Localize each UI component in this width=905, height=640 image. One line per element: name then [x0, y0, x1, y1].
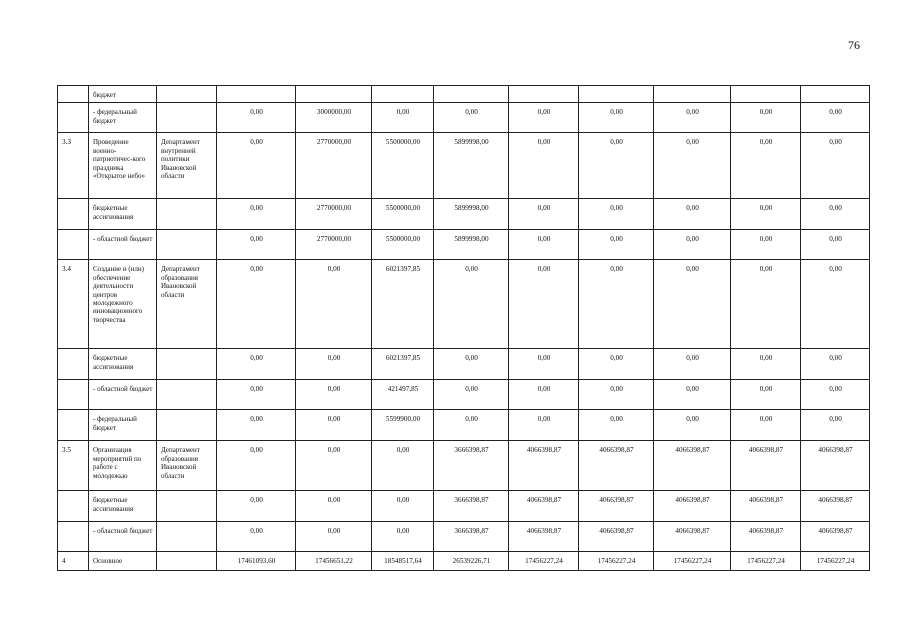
- cell-value-9: [801, 86, 870, 103]
- cell-value-4: 0,00: [434, 260, 509, 349]
- cell-value-6: 0,00: [579, 199, 654, 230]
- cell-item: Создание и (или) обеспечение деятельности центров молодежного инновационного творчества: [89, 260, 157, 349]
- cell-item: Основное: [89, 552, 157, 571]
- cell-value-2: 0,00: [296, 260, 372, 349]
- cell-value-8: 17456227,24: [731, 552, 801, 571]
- cell-value-3: 5500000,00: [372, 133, 434, 199]
- cell-value-3: 0,00: [372, 441, 434, 491]
- cell-value-1: 0,00: [217, 230, 296, 260]
- table-row: [58, 441, 870, 491]
- cell-number: [58, 380, 89, 410]
- cell-item: - областной бюджет: [89, 522, 157, 552]
- cell-value-6: 4066398,87: [579, 522, 654, 552]
- cell-item: - федеральный бюджет: [89, 103, 157, 133]
- cell-value-3: 421497,85: [372, 380, 434, 410]
- cell-responsible: [157, 380, 217, 410]
- cell-value-8: 0,00: [731, 349, 801, 380]
- cell-value-2: 0,00: [296, 441, 372, 491]
- cell-number: [58, 86, 89, 103]
- cell-value-9: 0,00: [801, 260, 870, 349]
- cell-value-1: 0,00: [217, 349, 296, 380]
- cell-value-6: 0,00: [579, 349, 654, 380]
- cell-value-3: 0,00: [372, 491, 434, 522]
- cell-number: [58, 349, 89, 380]
- cell-responsible: [157, 199, 217, 230]
- cell-value-4: 3666398,87: [434, 491, 509, 522]
- cell-value-5: 17456227,24: [509, 552, 579, 571]
- page-number: 76: [848, 38, 860, 52]
- cell-item: Организация мероприятий по работе с молодежью: [89, 441, 157, 491]
- cell-responsible: [157, 410, 217, 441]
- cell-value-9: 4066398,87: [801, 491, 870, 522]
- cell-responsible: [157, 230, 217, 260]
- cell-value-4: 5899998,00: [434, 199, 509, 230]
- cell-value-4: 0,00: [434, 380, 509, 410]
- cell-value-2: 0,00: [296, 349, 372, 380]
- cell-value-4: 3666398,87: [434, 522, 509, 552]
- cell-value-5: 4066398,87: [509, 491, 579, 522]
- cell-value-7: 0,00: [654, 230, 731, 260]
- cell-value-2: 3000000,00: [296, 103, 372, 133]
- table-row: [58, 491, 870, 522]
- cell-value-6: 0,00: [579, 260, 654, 349]
- cell-value-7: 17456227,24: [654, 552, 731, 571]
- cell-number: [58, 491, 89, 522]
- cell-value-1: [217, 86, 296, 103]
- cell-value-6: 0,00: [579, 103, 654, 133]
- cell-value-7: 0,00: [654, 380, 731, 410]
- cell-value-1: 0,00: [217, 133, 296, 199]
- cell-value-2: 0,00: [296, 380, 372, 410]
- cell-value-1: 0,00: [217, 410, 296, 441]
- cell-value-4: 3666398,87: [434, 441, 509, 491]
- cell-responsible: Департамент внутренней политики Ивановской области: [157, 133, 217, 199]
- cell-number: 4: [58, 552, 89, 571]
- cell-value-6: [579, 86, 654, 103]
- cell-value-3: 6021397,85: [372, 349, 434, 380]
- cell-responsible: [157, 522, 217, 552]
- cell-value-6: 0,00: [579, 380, 654, 410]
- cell-value-5: 0,00: [509, 260, 579, 349]
- cell-value-2: 0,00: [296, 410, 372, 441]
- table-row: [58, 86, 870, 103]
- cell-number: [58, 199, 89, 230]
- cell-value-5: 0,00: [509, 103, 579, 133]
- table-row: [58, 199, 870, 230]
- cell-value-8: [731, 86, 801, 103]
- cell-value-9: 0,00: [801, 133, 870, 199]
- cell-value-4: [434, 86, 509, 103]
- cell-value-3: 5500000,00: [372, 230, 434, 260]
- cell-value-6: 0,00: [579, 133, 654, 199]
- cell-responsible: Департамент образования Ивановской области: [157, 441, 217, 491]
- cell-value-3: 6021397,85: [372, 260, 434, 349]
- cell-value-3: [372, 86, 434, 103]
- cell-value-5: 0,00: [509, 133, 579, 199]
- cell-value-5: 0,00: [509, 199, 579, 230]
- cell-responsible: [157, 86, 217, 103]
- cell-value-7: 0,00: [654, 410, 731, 441]
- cell-value-9: 4066398,87: [801, 522, 870, 552]
- cell-item: - федеральный бюджет: [89, 410, 157, 441]
- cell-value-2: 2770000,00: [296, 230, 372, 260]
- cell-value-1: 0,00: [217, 491, 296, 522]
- cell-value-8: 0,00: [731, 410, 801, 441]
- cell-number: [58, 410, 89, 441]
- table-row: [58, 349, 870, 380]
- cell-value-4: 5899998,00: [434, 230, 509, 260]
- cell-value-3: 0,00: [372, 522, 434, 552]
- cell-responsible: [157, 349, 217, 380]
- cell-item: бюджетные ассигнования: [89, 199, 157, 230]
- cell-value-4: 26539226,71: [434, 552, 509, 571]
- cell-value-1: 0,00: [217, 380, 296, 410]
- cell-item: Проведение военно-патриотичес-кого праздника «Открытое небо»: [89, 133, 157, 199]
- table-row: [58, 230, 870, 260]
- cell-value-2: 2770000,00: [296, 199, 372, 230]
- cell-responsible: [157, 103, 217, 133]
- cell-value-3: 18548517,64: [372, 552, 434, 571]
- cell-number: [58, 103, 89, 133]
- table-row: [58, 410, 870, 441]
- cell-number: 3.3: [58, 133, 89, 199]
- cell-responsible: [157, 491, 217, 522]
- cell-value-9: 0,00: [801, 103, 870, 133]
- cell-value-2: 2770000,00: [296, 133, 372, 199]
- cell-item: - областной бюджет: [89, 380, 157, 410]
- cell-value-9: 0,00: [801, 199, 870, 230]
- cell-value-3: 5500000,00: [372, 199, 434, 230]
- cell-responsible: [157, 552, 217, 571]
- cell-value-5: 4066398,87: [509, 441, 579, 491]
- cell-value-7: 4066398,87: [654, 522, 731, 552]
- cell-item: бюджет: [89, 86, 157, 103]
- cell-value-4: 0,00: [434, 103, 509, 133]
- cell-value-9: 17456227,24: [801, 552, 870, 571]
- cell-value-9: 4066398,87: [801, 441, 870, 491]
- cell-value-9: 0,00: [801, 410, 870, 441]
- cell-value-8: 0,00: [731, 133, 801, 199]
- cell-value-5: 0,00: [509, 380, 579, 410]
- cell-value-6: 0,00: [579, 410, 654, 441]
- cell-item: бюджетные ассигнования: [89, 491, 157, 522]
- cell-number: [58, 230, 89, 260]
- cell-value-8: 0,00: [731, 260, 801, 349]
- cell-value-2: [296, 86, 372, 103]
- cell-value-5: [509, 86, 579, 103]
- cell-value-5: 4066398,87: [509, 522, 579, 552]
- cell-value-4: 0,00: [434, 410, 509, 441]
- table-row: [58, 260, 870, 349]
- cell-value-8: 4066398,87: [731, 441, 801, 491]
- cell-value-3: 5599900,00: [372, 410, 434, 441]
- cell-value-1: 0,00: [217, 260, 296, 349]
- cell-value-7: 4066398,87: [654, 441, 731, 491]
- table-row: [58, 522, 870, 552]
- table-row: [58, 103, 870, 133]
- cell-value-8: 4066398,87: [731, 491, 801, 522]
- cell-value-7: 4066398,87: [654, 491, 731, 522]
- cell-value-5: 0,00: [509, 349, 579, 380]
- table-row: [58, 133, 870, 199]
- cell-value-8: 4066398,87: [731, 522, 801, 552]
- cell-number: [58, 522, 89, 552]
- table-row: [58, 380, 870, 410]
- cell-value-7: [654, 86, 731, 103]
- cell-value-5: 0,00: [509, 230, 579, 260]
- cell-value-8: 0,00: [731, 199, 801, 230]
- budget-table: [57, 85, 870, 571]
- cell-value-4: 5899998,00: [434, 133, 509, 199]
- cell-value-7: 0,00: [654, 199, 731, 230]
- cell-value-7: 0,00: [654, 133, 731, 199]
- cell-value-9: 0,00: [801, 230, 870, 260]
- cell-value-6: 4066398,87: [579, 491, 654, 522]
- cell-item: бюджетные ассигнования: [89, 349, 157, 380]
- cell-value-7: 0,00: [654, 103, 731, 133]
- cell-value-6: 17456227,24: [579, 552, 654, 571]
- cell-value-9: 0,00: [801, 380, 870, 410]
- cell-value-1: 17461093,60: [217, 552, 296, 571]
- cell-value-8: 0,00: [731, 380, 801, 410]
- cell-value-1: 0,00: [217, 199, 296, 230]
- cell-responsible: Департамент образования Ивановской области: [157, 260, 217, 349]
- cell-value-5: 0,00: [509, 410, 579, 441]
- cell-value-1: 0,00: [217, 522, 296, 552]
- table-row: [58, 552, 870, 571]
- cell-number: 3.5: [58, 441, 89, 491]
- cell-value-2: 0,00: [296, 522, 372, 552]
- cell-value-6: 4066398,87: [579, 441, 654, 491]
- cell-value-1: 0,00: [217, 103, 296, 133]
- cell-value-3: 0,00: [372, 103, 434, 133]
- cell-value-7: 0,00: [654, 349, 731, 380]
- cell-value-9: 0,00: [801, 349, 870, 380]
- cell-number: 3.4: [58, 260, 89, 349]
- cell-value-8: 0,00: [731, 230, 801, 260]
- cell-value-8: 0,00: [731, 103, 801, 133]
- cell-value-1: 0,00: [217, 441, 296, 491]
- cell-value-7: 0,00: [654, 260, 731, 349]
- cell-value-2: 0,00: [296, 491, 372, 522]
- cell-value-6: 0,00: [579, 230, 654, 260]
- cell-item: - областной бюджет: [89, 230, 157, 260]
- cell-value-4: 0,00: [434, 349, 509, 380]
- cell-value-2: 17456651,22: [296, 552, 372, 571]
